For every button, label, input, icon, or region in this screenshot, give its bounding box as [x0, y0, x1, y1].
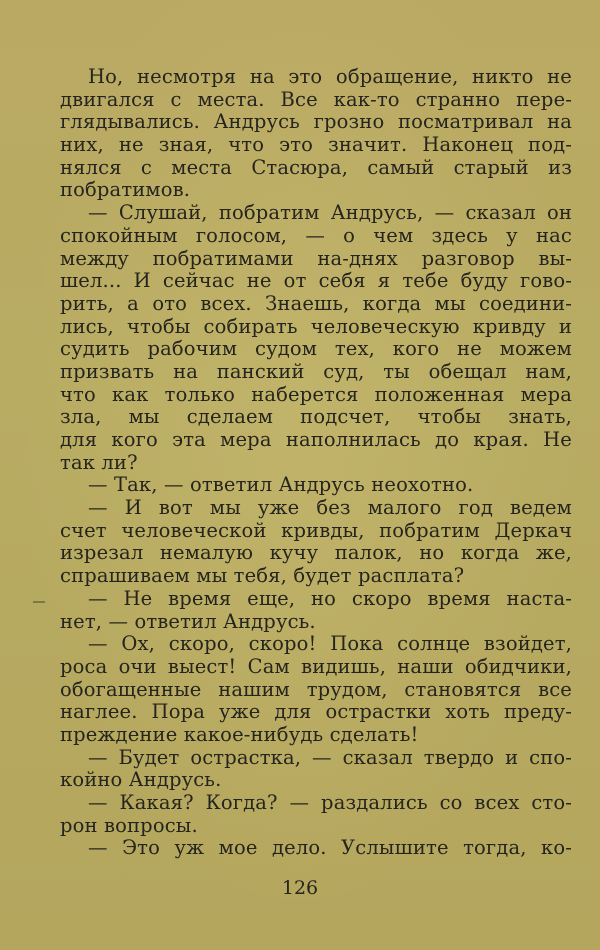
text-line: — Это уж мое дело. Услышите тогда, ко- — [88, 836, 572, 860]
text-line: — Какая? Когда? — раздались со всех сто- — [88, 791, 572, 814]
text-line: счет человеческой кривды, побратим Деркач — [60, 518, 572, 542]
print-speck — [33, 601, 45, 603]
text-line: зла, мы сделаем подсчет, чтобы знать, — [60, 405, 572, 429]
text-line: что как только наберется положенная мера — [60, 382, 572, 406]
text-line: — И вот мы уже без малого год ведем — [88, 496, 572, 520]
text-line: них, не зная, что это значит. Наконец под- — [60, 133, 572, 157]
text-line: между побратимами на-днях разговор вы- — [60, 246, 572, 270]
page-number: 126 — [281, 877, 319, 899]
text-line: койно Андрусь. — [60, 768, 222, 792]
text-line: побратимов. — [60, 178, 191, 202]
text-line: шел... И сейчас не от себя я тебе буду гово- — [60, 269, 572, 293]
text-line: глядывались. Андрусь грозно посматривал на — [60, 110, 572, 134]
text-line: — Будет острастка, — сказал твердо и спо- — [88, 745, 572, 769]
text-line: нет, — ответил Андрусь. — [60, 609, 316, 633]
text-line: — Слушай, побратим Андрусь, — сказал он — [88, 201, 572, 225]
text-line: двигался с места. Все как-то странно пере- — [60, 87, 572, 111]
text-line: рить, а ото всех. Знаешь, когда мы соедини- — [60, 291, 572, 315]
text-line: для кого эта мера наполнилась до края. Не — [60, 428, 572, 451]
text-line: — Так, — ответил Андрусь неохотно. — [88, 473, 474, 497]
text-line: изрезал немалую кучу палок, но когда же, — [60, 541, 572, 565]
text-line: спрашиваем мы тебя, будет расплата? — [60, 564, 465, 588]
text-line: роса очи выест! Сам видишь, наши обидчики, — [60, 654, 572, 678]
body-text — [60, 66, 572, 860]
text-line: спокойным голосом, — о чем здесь у нас — [60, 223, 572, 247]
text-line: — Не время еще, но скоро время наста- — [88, 586, 572, 610]
text-line: обогащенные нашим трудом, становятся все — [60, 677, 572, 701]
text-line: призвать на панский суд, ты обещал нам, — [60, 359, 572, 383]
text-line: рон вопросы. — [60, 813, 198, 837]
text-line: лись, чтобы собирать человеческую кривду и — [60, 314, 572, 338]
text-line: так ли? — [60, 450, 138, 474]
text-line: наглее. Пора уже для острастки хоть преду- — [60, 700, 572, 724]
text-line: преждение какое-нибудь сделать! — [60, 722, 419, 746]
text-line: Но, несмотря на это обращение, никто не — [88, 65, 572, 88]
text-line: — Ох, скоро, скоро! Пока солнце взойдет, — [88, 632, 572, 656]
text-line: судить рабочим судом тех, кого не можем — [60, 337, 572, 361]
text-line: нялся с места Стасюра, самый старый из — [60, 155, 572, 179]
